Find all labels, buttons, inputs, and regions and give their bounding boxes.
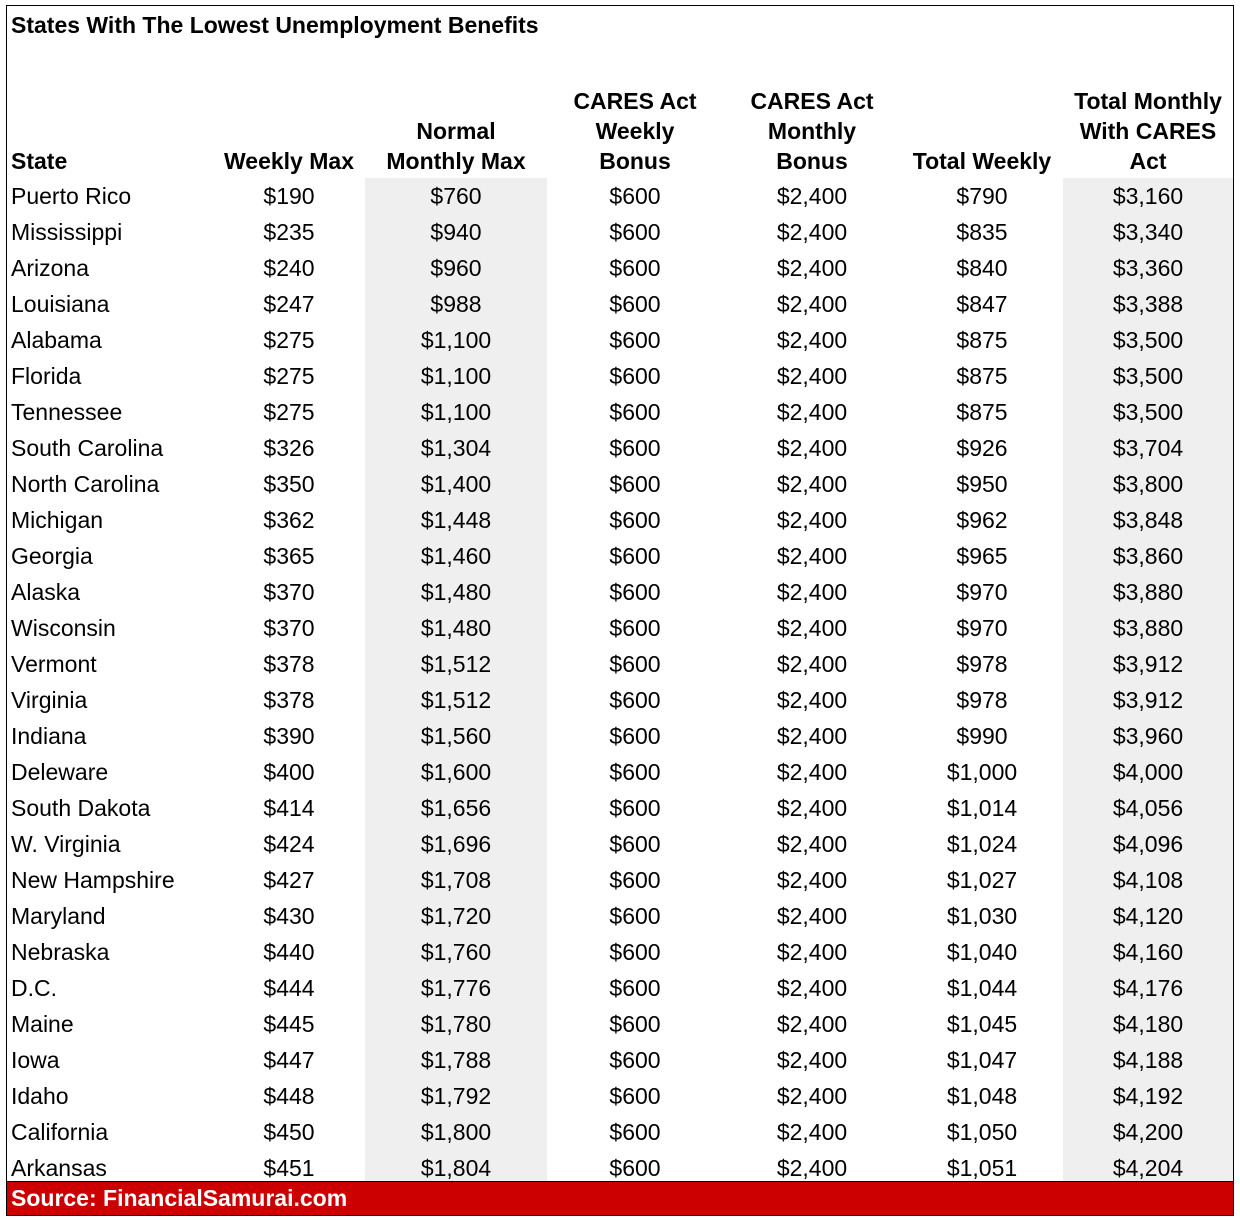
- cell-normal-monthly-max: $1,400: [365, 466, 547, 502]
- cell-normal-monthly-max: $1,792: [365, 1078, 547, 1114]
- cell-total-monthly-cares: $3,160: [1063, 178, 1233, 214]
- cell-weekly-max: $450: [263, 1119, 315, 1145]
- cell-weekly-max: $378: [263, 687, 315, 713]
- table-row: [7, 898, 1233, 934]
- cell-cares-monthly-bonus: $2,400: [776, 507, 848, 533]
- cell-cares-weekly-bonus: $600: [609, 1083, 661, 1109]
- column-header-line: State: [11, 148, 68, 174]
- cell-state: D.C.: [11, 975, 57, 1001]
- cell-cares-monthly-bonus: $2,400: [776, 687, 848, 713]
- cell-total-weekly: $978: [956, 687, 1008, 713]
- cell-cares-weekly-bonus: $600: [609, 471, 661, 497]
- cell-state: Georgia: [11, 543, 93, 569]
- cell-weekly-max: $447: [263, 1047, 315, 1073]
- spreadsheet: [6, 5, 1234, 1216]
- cell-normal-monthly-max: $1,100: [365, 358, 547, 394]
- cell-weekly-max: $424: [263, 831, 315, 857]
- table-row: [7, 574, 1233, 610]
- source-footer: [7, 1181, 1233, 1215]
- cell-cares-weekly-bonus: $600: [609, 291, 661, 317]
- cell-state: Virginia: [11, 687, 88, 713]
- cell-normal-monthly-max: $1,600: [365, 754, 547, 790]
- cell-state: Wisconsin: [11, 615, 116, 641]
- cell-total-monthly-cares: $3,340: [1063, 214, 1233, 250]
- cell-cares-monthly-bonus: $2,400: [776, 183, 848, 209]
- cell-total-weekly: $950: [956, 471, 1008, 497]
- cell-total-monthly-cares: $3,880: [1063, 610, 1233, 646]
- cell-weekly-max: $365: [263, 543, 315, 569]
- cell-total-monthly-cares: $4,200: [1063, 1114, 1233, 1150]
- cell-normal-monthly-max: $1,512: [365, 646, 547, 682]
- cell-cares-monthly-bonus: $2,400: [776, 795, 848, 821]
- cell-normal-monthly-max: $1,100: [365, 322, 547, 358]
- cell-cares-monthly-bonus: $2,400: [776, 903, 848, 929]
- cell-cares-weekly-bonus: $600: [609, 363, 661, 389]
- cell-normal-monthly-max: $1,804: [365, 1150, 547, 1186]
- table-row: [7, 1078, 1233, 1114]
- cell-total-weekly: $1,050: [946, 1119, 1018, 1145]
- cell-cares-weekly-bonus: $600: [609, 327, 661, 353]
- cell-normal-monthly-max: $1,720: [365, 898, 547, 934]
- cell-weekly-max: $445: [263, 1011, 315, 1037]
- header-row: [7, 84, 1233, 178]
- cell-cares-weekly-bonus: $600: [609, 507, 661, 533]
- cell-normal-monthly-max: $1,800: [365, 1114, 547, 1150]
- column-header-line: Normal: [416, 118, 496, 144]
- table-row: [7, 214, 1233, 250]
- column-header-line: Bonus: [599, 148, 671, 174]
- cell-total-weekly: $965: [956, 543, 1008, 569]
- cell-cares-monthly-bonus: $2,400: [776, 363, 848, 389]
- cell-cares-monthly-bonus: $2,400: [776, 1047, 848, 1073]
- cell-normal-monthly-max: $960: [365, 250, 547, 286]
- table-row: [7, 1006, 1233, 1042]
- cell-total-weekly: $1,000: [946, 759, 1018, 785]
- column-header-line: Bonus: [776, 148, 848, 174]
- cell-weekly-max: $370: [263, 579, 315, 605]
- table-row: [7, 610, 1233, 646]
- cell-cares-weekly-bonus: $600: [609, 903, 661, 929]
- cell-weekly-max: $247: [263, 291, 315, 317]
- cell-state: Maine: [11, 1011, 74, 1037]
- cell-state: Louisiana: [11, 291, 110, 317]
- cell-total-monthly-cares: $3,388: [1063, 286, 1233, 322]
- cell-normal-monthly-max: $1,460: [365, 538, 547, 574]
- cell-normal-monthly-max: $1,560: [365, 718, 547, 754]
- cell-total-monthly-cares: $4,096: [1063, 826, 1233, 862]
- cell-cares-monthly-bonus: $2,400: [776, 1119, 848, 1145]
- cell-state: California: [11, 1119, 109, 1145]
- cell-cares-weekly-bonus: $600: [609, 687, 661, 713]
- table-row: [7, 826, 1233, 862]
- table-row: [7, 646, 1233, 682]
- cell-normal-monthly-max: $1,760: [365, 934, 547, 970]
- cell-cares-monthly-bonus: $2,400: [776, 1155, 848, 1181]
- cell-weekly-max: $350: [263, 471, 315, 497]
- cell-total-monthly-cares: $4,000: [1063, 754, 1233, 790]
- cell-state: Arizona: [11, 255, 89, 281]
- cell-state: Alabama: [11, 327, 102, 353]
- cell-state: South Dakota: [11, 795, 151, 821]
- cell-normal-monthly-max: $1,656: [365, 790, 547, 826]
- cell-total-monthly-cares: $3,912: [1063, 682, 1233, 718]
- cell-total-monthly-cares: $4,204: [1063, 1150, 1233, 1186]
- cell-cares-weekly-bonus: $600: [609, 543, 661, 569]
- cell-total-monthly-cares: $4,176: [1063, 970, 1233, 1006]
- column-header-weekly-max: [213, 84, 365, 178]
- cell-total-monthly-cares: $3,880: [1063, 574, 1233, 610]
- column-header-line: CARES Act: [750, 88, 874, 114]
- cell-total-weekly: $1,045: [946, 1011, 1018, 1037]
- cell-total-weekly: $970: [956, 579, 1008, 605]
- cell-cares-monthly-bonus: $2,400: [776, 867, 848, 893]
- column-header-line: CARES Act: [573, 88, 697, 114]
- cell-total-weekly: $1,048: [946, 1083, 1018, 1109]
- cell-weekly-max: $440: [263, 939, 315, 965]
- column-header-line: Monthly Max: [386, 148, 526, 174]
- cell-total-weekly: $926: [956, 435, 1008, 461]
- cell-weekly-max: $362: [263, 507, 315, 533]
- cell-cares-monthly-bonus: $2,400: [776, 939, 848, 965]
- table-row: [7, 322, 1233, 358]
- cell-total-monthly-cares: $3,848: [1063, 502, 1233, 538]
- cell-total-monthly-cares: $3,360: [1063, 250, 1233, 286]
- cell-total-weekly: $875: [956, 399, 1008, 425]
- cell-total-monthly-cares: $3,912: [1063, 646, 1233, 682]
- cell-cares-monthly-bonus: $2,400: [776, 579, 848, 605]
- cell-cares-monthly-bonus: $2,400: [776, 615, 848, 641]
- cell-state: Mississippi: [11, 219, 123, 245]
- cell-state: Idaho: [11, 1083, 69, 1109]
- cell-normal-monthly-max: $1,304: [365, 430, 547, 466]
- cell-total-weekly: $1,027: [946, 867, 1018, 893]
- cell-total-weekly: $978: [956, 651, 1008, 677]
- cell-weekly-max: $448: [263, 1083, 315, 1109]
- table-row: [7, 178, 1233, 214]
- cell-normal-monthly-max: $1,480: [365, 610, 547, 646]
- cell-total-monthly-cares: $3,500: [1063, 322, 1233, 358]
- cell-cares-monthly-bonus: $2,400: [776, 723, 848, 749]
- cell-cares-monthly-bonus: $2,400: [776, 435, 848, 461]
- cell-cares-monthly-bonus: $2,400: [776, 291, 848, 317]
- column-header-line: Weekly: [595, 118, 675, 144]
- table-row: [7, 430, 1233, 466]
- cell-weekly-max: $275: [263, 327, 315, 353]
- cell-state: Nebraska: [11, 939, 110, 965]
- cell-weekly-max: $190: [263, 183, 315, 209]
- table-row: [7, 250, 1233, 286]
- cell-state: Michigan: [11, 507, 104, 533]
- cell-normal-monthly-max: $1,480: [365, 574, 547, 610]
- cell-normal-monthly-max: $1,708: [365, 862, 547, 898]
- cell-cares-weekly-bonus: $600: [609, 939, 661, 965]
- cell-normal-monthly-max: $1,100: [365, 394, 547, 430]
- cell-cares-weekly-bonus: $600: [609, 399, 661, 425]
- cell-cares-monthly-bonus: $2,400: [776, 759, 848, 785]
- table-row: [7, 502, 1233, 538]
- table-row: [7, 790, 1233, 826]
- cell-weekly-max: $275: [263, 399, 315, 425]
- cell-total-monthly-cares: $3,500: [1063, 394, 1233, 430]
- cell-total-monthly-cares: $4,160: [1063, 934, 1233, 970]
- cell-state: Arkansas: [11, 1155, 107, 1181]
- cell-total-monthly-cares: $4,120: [1063, 898, 1233, 934]
- cell-cares-monthly-bonus: $2,400: [776, 1083, 848, 1109]
- benefits-table: [7, 84, 1233, 1186]
- cell-weekly-max: $414: [263, 795, 315, 821]
- cell-total-weekly: $970: [956, 615, 1008, 641]
- table-title: States With The Lowest Unemployment Benefits: [11, 12, 539, 38]
- table-row: [7, 538, 1233, 574]
- cell-weekly-max: $427: [263, 867, 315, 893]
- cell-normal-monthly-max: $988: [365, 286, 547, 322]
- table-row: [7, 394, 1233, 430]
- cell-total-weekly: $847: [956, 291, 1008, 317]
- cell-total-weekly: $1,040: [946, 939, 1018, 965]
- cell-normal-monthly-max: $940: [365, 214, 547, 250]
- cell-state: Alaska: [11, 579, 81, 605]
- cell-total-monthly-cares: $4,192: [1063, 1078, 1233, 1114]
- cell-weekly-max: $390: [263, 723, 315, 749]
- cell-total-monthly-cares: $4,108: [1063, 862, 1233, 898]
- cell-cares-weekly-bonus: $600: [609, 255, 661, 281]
- cell-state: Maryland: [11, 903, 106, 929]
- cell-cares-monthly-bonus: $2,400: [776, 219, 848, 245]
- column-header-cares-monthly-bonus: [723, 84, 901, 178]
- cell-cares-monthly-bonus: $2,400: [776, 1011, 848, 1037]
- cell-state: South Carolina: [11, 435, 164, 461]
- cell-total-weekly: $1,047: [946, 1047, 1018, 1073]
- cell-cares-monthly-bonus: $2,400: [776, 471, 848, 497]
- cell-total-weekly: $875: [956, 327, 1008, 353]
- cell-weekly-max: $235: [263, 219, 315, 245]
- cell-cares-weekly-bonus: $600: [609, 219, 661, 245]
- cell-cares-weekly-bonus: $600: [609, 759, 661, 785]
- table-body: [7, 178, 1233, 1186]
- cell-cares-weekly-bonus: $600: [609, 1047, 661, 1073]
- cell-cares-weekly-bonus: $600: [609, 975, 661, 1001]
- cell-cares-weekly-bonus: $600: [609, 723, 661, 749]
- cell-weekly-max: $240: [263, 255, 315, 281]
- table-row: [7, 358, 1233, 394]
- column-header-total-weekly: [901, 84, 1063, 178]
- table-row: [7, 1114, 1233, 1150]
- cell-state: New Hampshire: [11, 867, 175, 893]
- table-row: [7, 286, 1233, 322]
- column-header-line: Act: [1129, 148, 1167, 174]
- table-row: [7, 934, 1233, 970]
- cell-total-weekly: $1,044: [946, 975, 1018, 1001]
- cell-state: Puerto Rico: [11, 183, 132, 209]
- cell-cares-weekly-bonus: $600: [609, 435, 661, 461]
- table-row: [7, 862, 1233, 898]
- cell-state: North Carolina: [11, 471, 160, 497]
- cell-cares-weekly-bonus: $600: [609, 1011, 661, 1037]
- cell-total-monthly-cares: $3,960: [1063, 718, 1233, 754]
- cell-total-weekly: $840: [956, 255, 1008, 281]
- cell-cares-weekly-bonus: $600: [609, 651, 661, 677]
- cell-total-weekly: $1,014: [946, 795, 1018, 821]
- cell-total-weekly: $1,030: [946, 903, 1018, 929]
- table-row: [7, 466, 1233, 502]
- cell-total-monthly-cares: $3,500: [1063, 358, 1233, 394]
- cell-total-monthly-cares: $3,860: [1063, 538, 1233, 574]
- cell-weekly-max: $378: [263, 651, 315, 677]
- cell-total-weekly: $990: [956, 723, 1008, 749]
- cell-total-weekly: $962: [956, 507, 1008, 533]
- cell-weekly-max: $275: [263, 363, 315, 389]
- cell-weekly-max: $430: [263, 903, 315, 929]
- table-row: [7, 718, 1233, 754]
- cell-total-monthly-cares: $4,056: [1063, 790, 1233, 826]
- cell-normal-monthly-max: $1,448: [365, 502, 547, 538]
- cell-total-monthly-cares: $3,800: [1063, 466, 1233, 502]
- cell-state: W. Virginia: [11, 831, 121, 857]
- source-label: Source: FinancialSamurai.com: [11, 1185, 348, 1211]
- cell-weekly-max: $451: [263, 1155, 315, 1181]
- cell-state: Vermont: [11, 651, 97, 677]
- cell-cares-weekly-bonus: $600: [609, 831, 661, 857]
- column-header-state: [7, 84, 213, 178]
- cell-cares-weekly-bonus: $600: [609, 183, 661, 209]
- column-header-line: With CARES: [1079, 118, 1217, 144]
- cell-state: Florida: [11, 363, 82, 389]
- cell-normal-monthly-max: $760: [365, 178, 547, 214]
- cell-cares-monthly-bonus: $2,400: [776, 651, 848, 677]
- cell-state: Deleware: [11, 759, 109, 785]
- cell-weekly-max: $444: [263, 975, 315, 1001]
- cell-cares-weekly-bonus: $600: [609, 1155, 661, 1181]
- cell-total-monthly-cares: $4,188: [1063, 1042, 1233, 1078]
- column-header-normal-monthly-max: [365, 84, 547, 178]
- cell-state: Iowa: [11, 1047, 60, 1073]
- table-row: [7, 1042, 1233, 1078]
- column-header-line: Total Monthly: [1074, 88, 1222, 114]
- cell-cares-weekly-bonus: $600: [609, 615, 661, 641]
- column-header-line: Total Weekly: [912, 148, 1052, 174]
- column-header-line: Monthly: [767, 118, 857, 144]
- cell-total-monthly-cares: $3,704: [1063, 430, 1233, 466]
- column-header-total-monthly-cares: [1063, 84, 1233, 178]
- cell-cares-weekly-bonus: $600: [609, 795, 661, 821]
- column-header-cares-weekly-bonus: [547, 84, 723, 178]
- table-row: [7, 754, 1233, 790]
- cell-normal-monthly-max: $1,512: [365, 682, 547, 718]
- cell-state: Tennessee: [11, 399, 123, 425]
- table-row: [7, 682, 1233, 718]
- cell-total-weekly: $790: [956, 183, 1008, 209]
- cell-cares-monthly-bonus: $2,400: [776, 975, 848, 1001]
- cell-normal-monthly-max: $1,776: [365, 970, 547, 1006]
- cell-normal-monthly-max: $1,696: [365, 826, 547, 862]
- cell-total-weekly: $875: [956, 363, 1008, 389]
- cell-state: Indiana: [11, 723, 87, 749]
- cell-cares-monthly-bonus: $2,400: [776, 327, 848, 353]
- cell-total-weekly: $835: [956, 219, 1008, 245]
- cell-normal-monthly-max: $1,788: [365, 1042, 547, 1078]
- cell-weekly-max: $370: [263, 615, 315, 641]
- cell-cares-monthly-bonus: $2,400: [776, 831, 848, 857]
- cell-cares-monthly-bonus: $2,400: [776, 255, 848, 281]
- column-header-line: Weekly Max: [224, 148, 354, 174]
- table-row: [7, 970, 1233, 1006]
- cell-total-monthly-cares: $4,180: [1063, 1006, 1233, 1042]
- cell-cares-weekly-bonus: $600: [609, 579, 661, 605]
- cell-weekly-max: $326: [263, 435, 315, 461]
- cell-cares-monthly-bonus: $2,400: [776, 543, 848, 569]
- cell-cares-weekly-bonus: $600: [609, 867, 661, 893]
- cell-total-weekly: $1,024: [946, 831, 1018, 857]
- cell-weekly-max: $400: [263, 759, 315, 785]
- cell-cares-weekly-bonus: $600: [609, 1119, 661, 1145]
- cell-normal-monthly-max: $1,780: [365, 1006, 547, 1042]
- cell-total-weekly: $1,051: [946, 1155, 1018, 1181]
- cell-cares-monthly-bonus: $2,400: [776, 399, 848, 425]
